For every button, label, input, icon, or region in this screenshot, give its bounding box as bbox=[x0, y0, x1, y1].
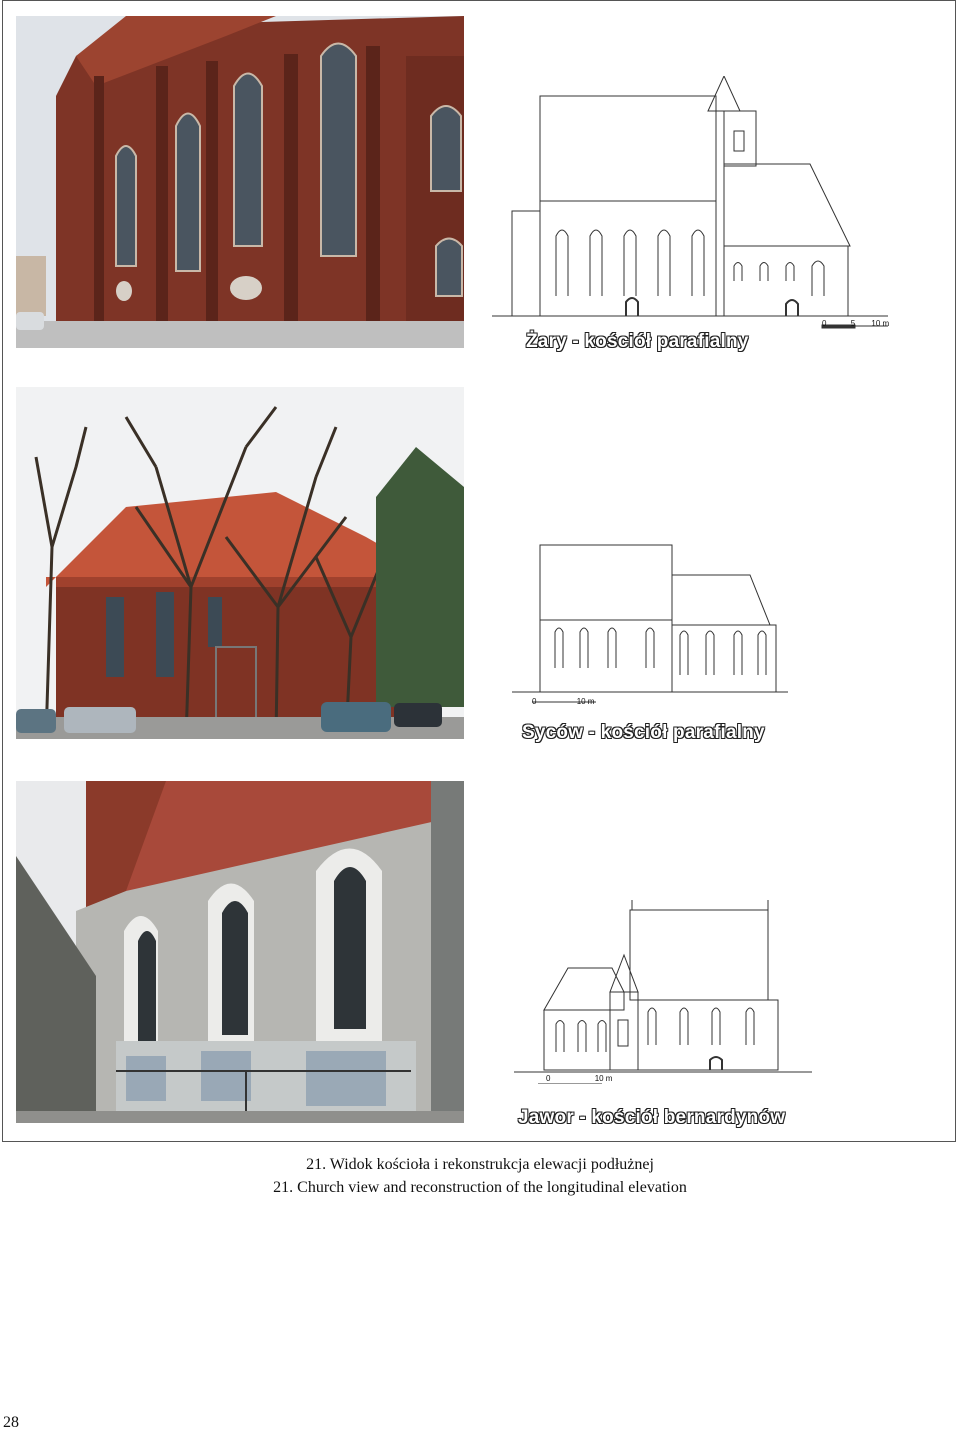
photo-zary-church bbox=[16, 16, 464, 348]
section-label-zary: Żary - kościół parafialny bbox=[526, 331, 749, 352]
scale-zero: 0 bbox=[822, 319, 827, 328]
caption-english: 21. Church view and reconstruction of the longitudinal elevation bbox=[273, 1179, 687, 1196]
elevation-drawing-jawor bbox=[512, 900, 814, 1084]
scale-mid: 5 bbox=[850, 319, 856, 328]
page-number: 28 bbox=[3, 1414, 19, 1431]
elevation-drawing-zary bbox=[492, 76, 892, 332]
scale-labels-sycow bbox=[532, 697, 632, 706]
elevation-drawing-sycow bbox=[510, 540, 790, 710]
scale-end: 10 m bbox=[594, 1074, 613, 1083]
scale-zero: 0 bbox=[532, 697, 537, 706]
photo-sycow-church bbox=[16, 387, 464, 739]
scale-end: 10 m bbox=[871, 319, 890, 328]
scale-labels-jawor bbox=[546, 1074, 646, 1083]
photo-jawor-church bbox=[16, 781, 464, 1123]
scale-zero: 0 bbox=[546, 1074, 551, 1083]
section-label-sycow: Syców - kościół parafialny bbox=[522, 722, 765, 743]
scale-end: 10 m bbox=[576, 697, 595, 706]
caption-polish: 21. Widok kościoła i rekonstrukcja elewacji podłużnej bbox=[306, 1156, 654, 1173]
scale-labels-zary bbox=[822, 319, 892, 328]
section-label-jawor: Jawor - kościół bernardynów bbox=[518, 1107, 786, 1128]
